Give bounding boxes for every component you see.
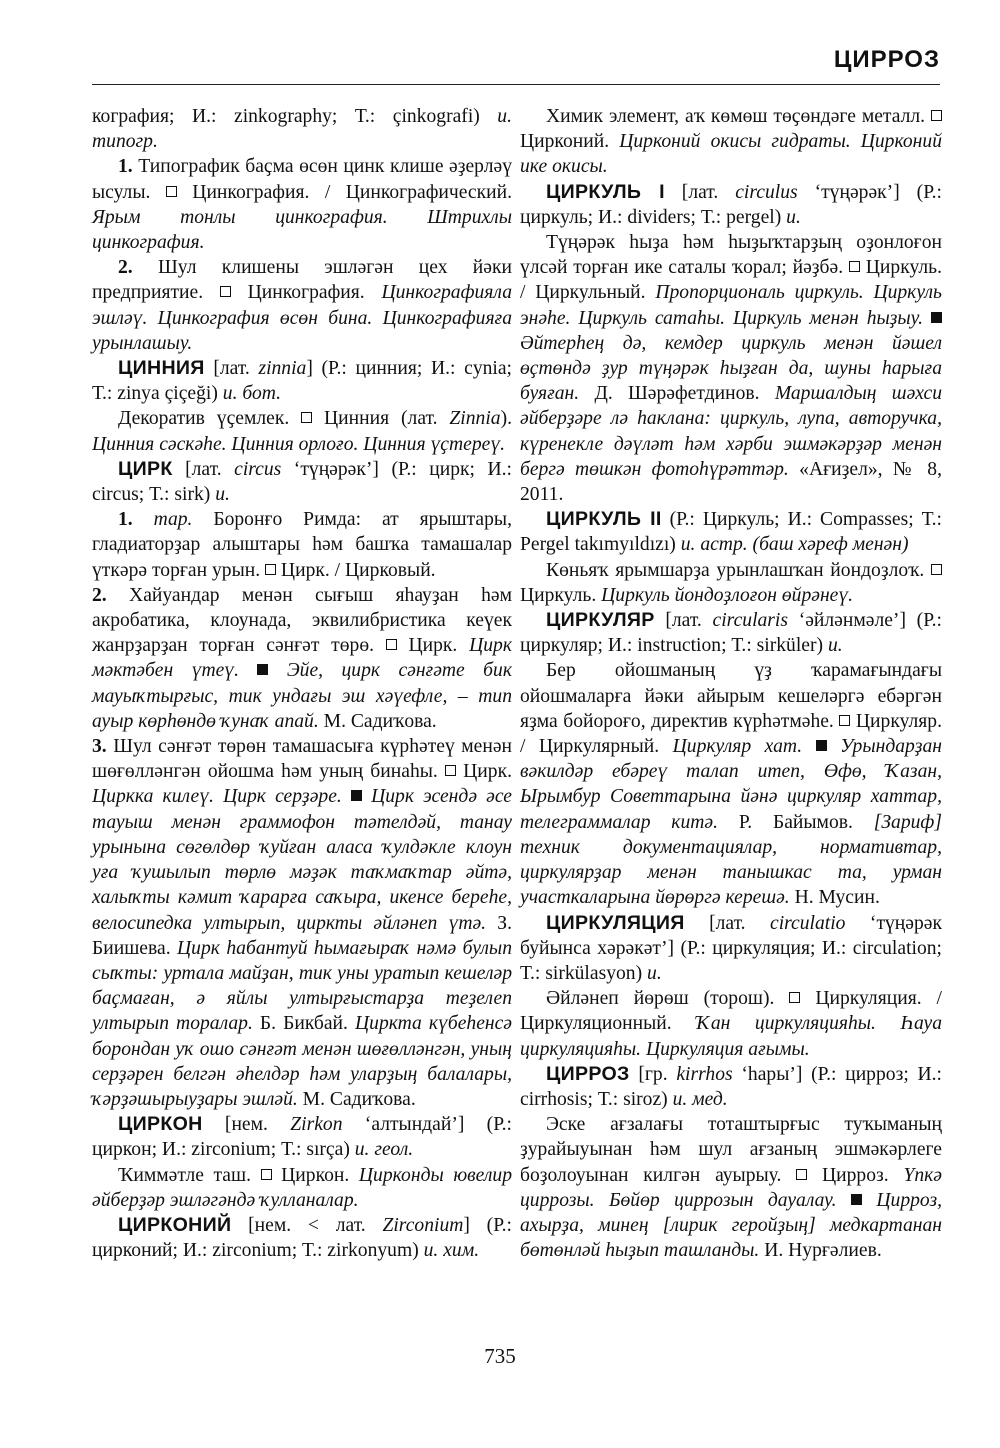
- page-number: 735: [484, 1344, 516, 1368]
- hollow-square-icon: [301, 412, 312, 423]
- hollow-square-icon: [220, 286, 231, 297]
- dictionary-paragraph: 2. Хайуандар менән сығыш яһауҙан һәм акробатика, клоунада, эквилибристика кеүек жанрҙарҙан торған сәнғәт төрө. Цирк. Цирк мәктәбен үтеү. Эйе, цирк сәнғәте бик мауыҡтырғыс, тик ундағы эш хәүефле, – тип ауыр көрһөндө ҡунаҡ апай. М. Садиҡова.: [92, 584, 512, 732]
- filled-square-icon: [351, 790, 362, 801]
- hollow-square-icon: [265, 564, 276, 575]
- dictionary-paragraph: Көньяҡ ярымшарҙа урынлашҡан йондоҙлоҡ. Циркуль. Циркуль йондоҙлоғон өйрәнеү.: [520, 558, 942, 608]
- running-head: ЦИРРОЗ: [833, 46, 940, 73]
- hollow-square-icon: [839, 715, 850, 726]
- hollow-square-icon: [931, 564, 942, 575]
- left-column: [92, 104, 512, 1263]
- entry-headword: ЦИРКУЛЯЦИЯ: [546, 911, 685, 934]
- dictionary-paragraph: ЦИРКУЛЬ II (Р.: Циркуль; И.: Compasses; Т.: Pergel takımyıldızı) и. астр. (баш хәреф менән): [520, 508, 942, 556]
- dictionary-paragraph: Түңәрәк һыҙа һәм һыҙыҡтарҙың оҙонлоғон үлсәй торған ике саталы ҡорал; йәҙбә. Циркуль. / Циркульный. Пропорциональ циркуль. Циркуль энәһе. Циркуль сатаһы. Циркуль менән һыҙыу. Әйтерһең дә, кемдер циркуль менән йәшел өҫтөндә ҙур түңәрәк һыҙған да, шуны һарыға буяған. Д. Шәрәфетдинов. Маршалдың шәхси әйберҙәре лә һаклана: циркуль, лупа, авторучка, күренекле дәүләт һәм хәрби эшмәкәрҙәр менән бергә төшкән фотоһүрәттәр. «Ағиҙел», № 8, 2011.: [520, 232, 943, 506]
- dictionary-paragraph: Бер ойошманың үҙ ҡарамағындағы ойошмаларға йәки айырым кешеләргә ебәргән яҙма бойороғо, директив күрһәтмәһе. Циркуляр. / Циркулярный. Циркуляр хат. Урындарҙан вәкилдәр ебәреү талап итеп, Өфө, Ҡазан, Ырымбур Советтарына йәнә циркуляр хаттар, телеграммалар китә. Р. Байымов. [Зариф] техник документациялар, нормативтар, циркулярҙар менән танышкас та, урман участкаларына йөрөргә керешә. Н. Мусин.: [520, 660, 942, 909]
- dictionary-paragraph: ЦИРКУЛЯЦИЯ [лат. circulatio ‘түңәрәк буйынса хәрәкәт’] (Р.: циркуляция; И.: circulation; Т.: sirkülasyon) и.: [520, 911, 942, 984]
- dictionary-paragraph: ЦИРКОНИЙ [нем. < лат. Zirconium] (Р.: цирконий; И.: zirconium; Т.: zirkonyum) и. хим.: [92, 1213, 512, 1262]
- hollow-square-icon: [386, 639, 397, 650]
- dictionary-paragraph: ЦИННИЯ [лат. zinnia] (Р.: цинния; И.: cynia; Т.: zinya çiçeği) и. бот.: [92, 357, 512, 405]
- entry-headword: ЦИРКУЛЯР: [546, 609, 655, 632]
- entry-headword: ЦИРКОНИЙ: [118, 1213, 232, 1236]
- entry-headword: ЦИРРОЗ: [546, 1062, 630, 1085]
- entry-headword: ЦИРКУЛЬ I: [546, 180, 665, 203]
- hollow-square-icon: [261, 1169, 272, 1180]
- hollow-square-icon: [931, 110, 942, 121]
- entry-headword: ЦИННИЯ: [118, 357, 205, 380]
- filled-square-icon: [851, 1194, 862, 1205]
- hollow-square-icon: [849, 261, 860, 272]
- entry-headword: ЦИРК: [118, 457, 173, 480]
- dictionary-paragraph: 2. Шул клишены эшләгән цех йәки предприятие. Цинкография. Цинкографияла эшләү. Цинкография өсөн бина. Цинкографияға урынлашыу.: [92, 257, 512, 354]
- filled-square-icon: [816, 740, 827, 751]
- dictionary-paragraph: Әйләнеп йөрөш (торош). Циркуляция. / Циркуляционный. Ҡан циркуляцияһы. Һауа циркуляцияһы. Циркуляция ағымы.: [520, 988, 943, 1060]
- header-rule: [92, 84, 940, 85]
- dictionary-paragraph: 1. Типографик баҫма өсөн цинк клише әҙерләү ысулы. Цинкография. / Цинкографический. Ярым тонлы цинкография. Штрихлы цинкография.: [92, 156, 513, 254]
- dictionary-paragraph: ЦИРКУЛЯР [лат. circularis ‘әйләнмәле’] (Р.: циркуляр; И.: instruction; Т.: sirküler) и.: [520, 609, 942, 657]
- hollow-square-icon: [789, 992, 800, 1003]
- hollow-square-icon: [166, 186, 177, 197]
- dictionary-paragraph: 3. Шул сәнғәт төрөн тамашасыға күрһәтеү менән шөғөлләнгән ойошма һәм уның бинаһы. Цирк. Циркка килеү. Цирк серҙәре. Цирк эсендә әсе тауыш менән граммофон тәтелдәй, танау урынына сөгөлдөр ҡуйған аласа ҡулдәкле клоун уға ҡушылып төрлө мәҙәк таҡмаҡтар әйтә, халыҡты кәмит ҡарарға саҡыра, икенсе береһе, велосипедка ултырып, циркты әйләнеп үтә. З. Биишева. Цирк һабантуй һымағыраҡ нәмә булып сыҡты: уртала майҙан, тик уны уратып кешеләр баҫмаған, ә яйлы ултырғыстарҙа теҙелеп ултырып торалар. Б. Бикбай. Циркта күбеһенсә борондан уҡ ошо сәнғәт менән шөғөлләнгән, уның серҙәрен белгән әһелдәр һәм уларҙың балалары, ҡәрҙәшырыуҙары эшләй. М. Садиҡова.: [92, 736, 513, 1110]
- dictionary-paragraph: кография; И.: zinkography; Т.: çinkografi) и. типогр.: [92, 106, 512, 153]
- entry-headword: ЦИРКУЛЬ II: [546, 508, 662, 531]
- running-header: [92, 46, 940, 86]
- dictionary-paragraph: ЦИРРОЗ [гр. kirrhos ‘һары’] (Р.: цирроз; И.: cirrhosis; Т.: siroz) и. мед.: [520, 1062, 942, 1110]
- dictionary-paragraph: Декоратив үҫемлек. Цинния (лат. Zinnia). Цинния сәскәһе. Цинния орлоғо. Цинния үҫтереү.: [92, 408, 513, 455]
- dictionary-paragraph: ЦИРКУЛЬ I [лат. circulus ‘түңәрәк’] (Р.: циркуль; И.: dividers; Т.: pergel) и.: [520, 180, 942, 228]
- filled-square-icon: [257, 664, 268, 675]
- dictionary-paragraph: Химик элемент, аҡ көмөш төҫөндәге металл. Цирконий. Цирконий окисы гидраты. Цирконий ике окисы.: [520, 106, 942, 178]
- entry-headword: ЦИРКОН: [118, 1113, 203, 1136]
- filled-square-icon: [931, 312, 942, 323]
- hollow-square-icon: [796, 1169, 807, 1180]
- dictionary-paragraph: ЦИРК [лат. circus ‘түңәрәк’] (Р.: цирк; И.: circus; Т.: sirk) и.: [92, 457, 512, 506]
- dictionary-paragraph: ЦИРКОН [нем. Zirkon ‘алтындай’] (Р.: циркон; И.: zirconium; Т.: sırça) и. геол.: [92, 1113, 512, 1161]
- right-column: [520, 104, 942, 1263]
- hollow-square-icon: [445, 765, 456, 776]
- dictionary-paragraph: Ҡиммәтле таш. Циркон. Цирконды ювелир әйберҙәр эшләгәндә ҡулланалар.: [92, 1164, 512, 1211]
- dictionary-paragraph: 1. тар. Боронғо Римда: ат ярыштары, гладиаторҙар алыштары һәм башҡа тамашалар үткәрә торған урын. Цирк. / Цирковый.: [92, 509, 512, 581]
- dictionary-paragraph: Эске ағзалағы тоташтырғыс туҡыманың ҙурайыуынан һәм шул ағзаның эшмәкәрлеге боҙолоуынан килгән ауырыу. Цирроз. Үпкә циррозы. Бөйөр циррозын дауалау. Цирроз, ахырҙа, минең [лирик геройҙың] медкартанан бөтөнләй һыҙып ташланды. И. Нурғәлиев.: [520, 1114, 942, 1262]
